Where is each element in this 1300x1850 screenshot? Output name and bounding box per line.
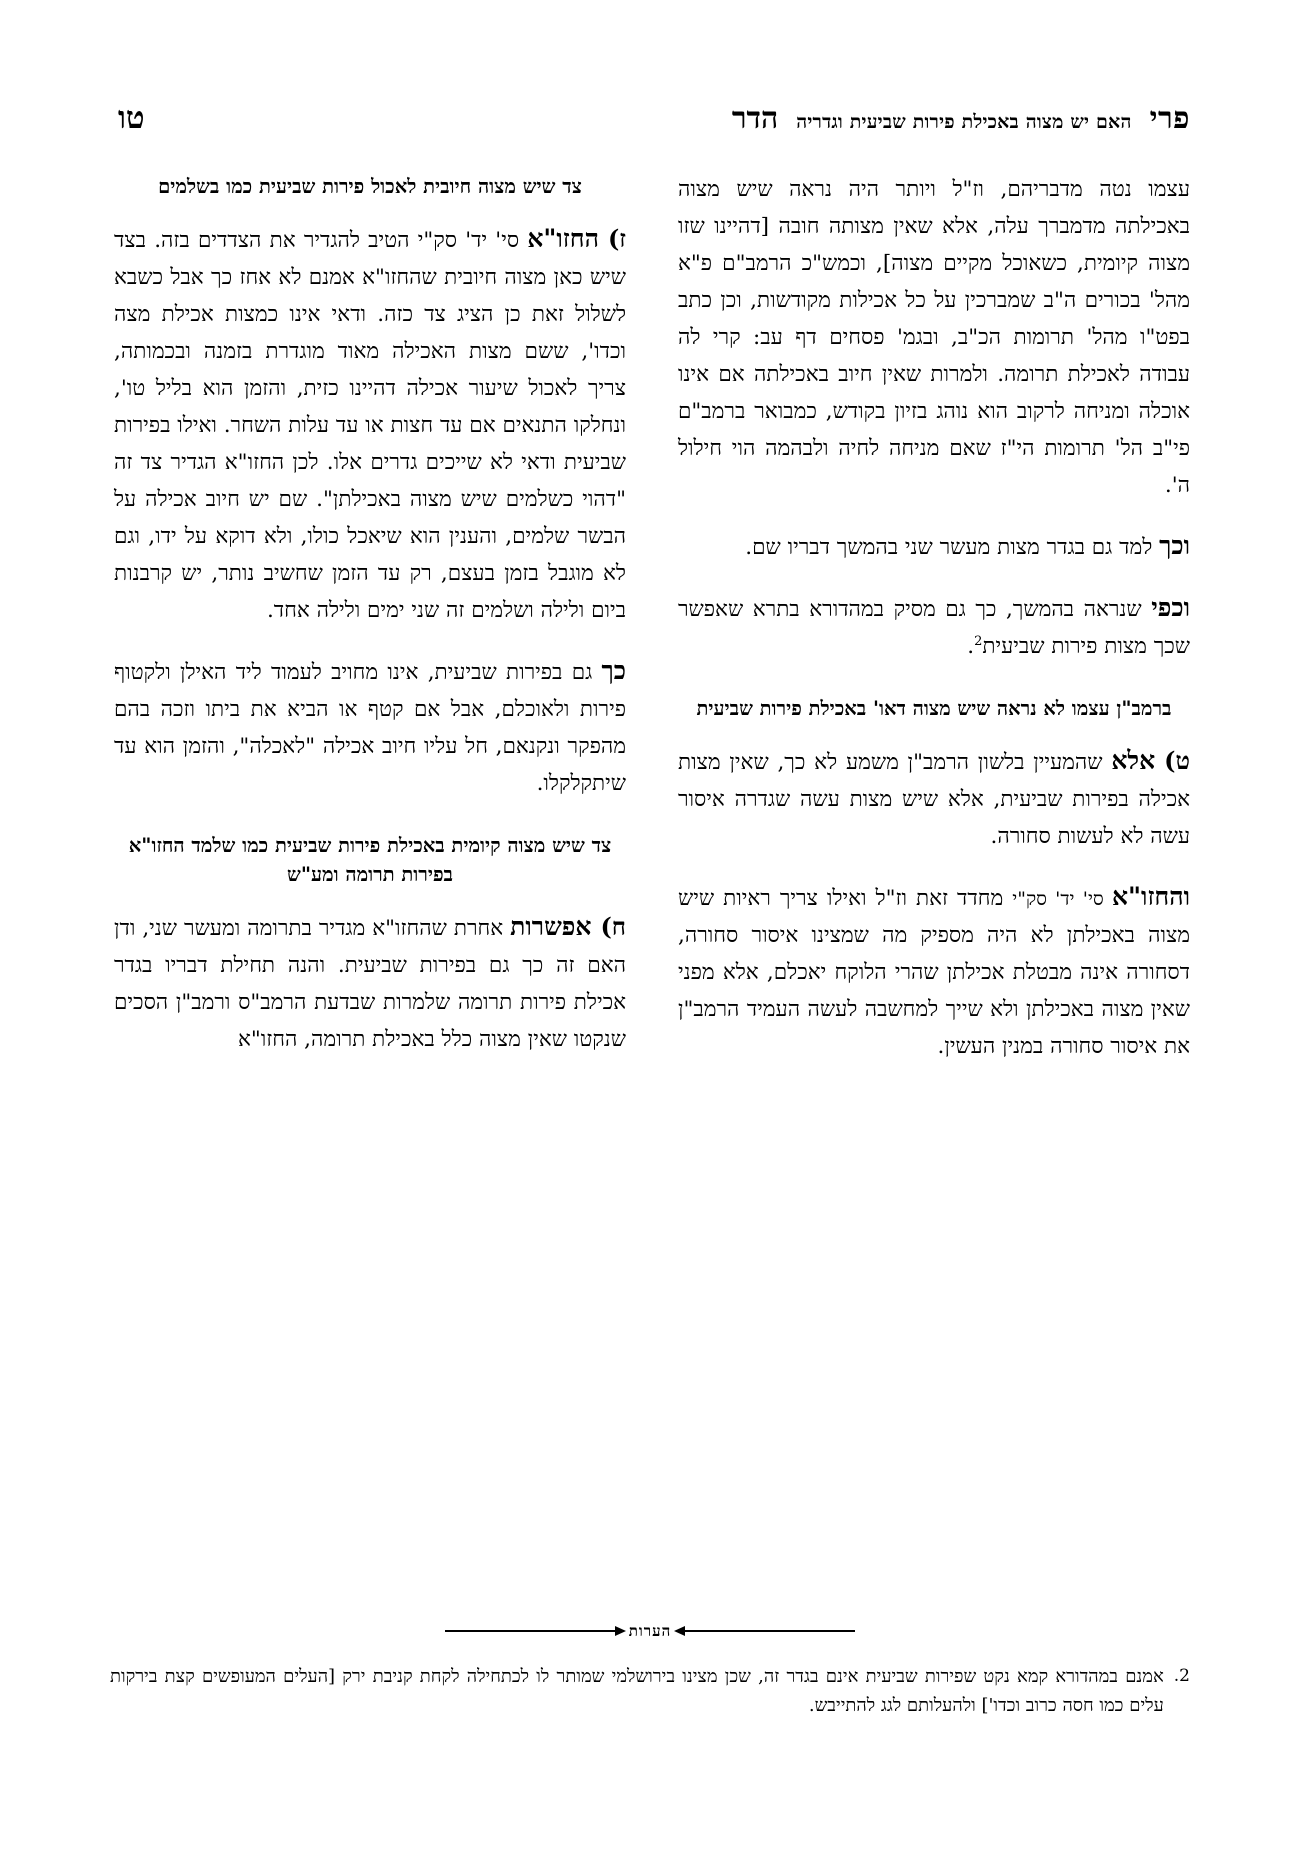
- running-head: [110, 100, 1190, 148]
- paragraph-kach-text: גם בפירות שביעית, אינו מחויב לעמוד ליד האילן ולקטוף פירות ולאוכלם, אבל אם קטף או הביא את ביתו וזכה בהם מהפקר ונקנאם, חל עליו חיוב אכילה "לאכלה", והזמן הוא עד שיתקלקלו.: [114, 659, 626, 796]
- paragraph-7: [114, 217, 626, 630]
- paragraph-uchfi-text: שנראה בהמשך, כך גם מסיק במהדורא בתרא שאפשר שכך מצות פירות שביעית: [678, 596, 1190, 659]
- paragraph-8: [114, 905, 626, 1059]
- footnotes-area: [110, 1662, 1190, 1726]
- section-heading-ramban: ברמב"ן עצמו לא נראה שיש מצוה דאו' באכילת פירות שביעית: [696, 696, 1172, 720]
- running-head-subject: האם יש מצוה באכילת פירות שביעית וגדריה: [796, 111, 1132, 133]
- paragraph-9-text: שהמעיין בלשון הרמב"ן משמע לא כך, שאין מצות אכילה בפירות שביעית, אלא שיש מצות עשה שגדרה איסור עשה לא לעשות סחורה.: [678, 749, 1190, 849]
- paragraph-9: [678, 739, 1190, 856]
- paragraph-uchfi-lead: וכפי: [1151, 592, 1190, 622]
- column-right: [114, 172, 626, 1312]
- paragraph-kach-lead: כך: [601, 655, 626, 685]
- footnote-separator-label: הערות: [628, 1621, 672, 1640]
- page-number: טו: [118, 100, 145, 136]
- paragraph-vchach: [678, 524, 1190, 567]
- paragraph-7-text: סי' יד' סק"י הטיב להגדיר את הצדדים בזה. בצד שיש כאן מצוה חיובית שהחזו"א אמנם לא אחז כך אבל כשבא לשלול זאת כן הציג צד כזה. ודאי אינו כמצות אכילת מצה וכדו', ששם מצות האכילה מאוד מוגדרת בזמנה ובכמותה, צריך לאכול שיעור אכילה דהיינו כזית, והזמן הוא בליל טו', ונחלקו התנאים אם עד חצות או עד עלות השחר. ואילו בפירות שביעית ודאי לא שייכים גדרים אלו. לכן החזו"א הגדיר צד זה "דהוי כשלמים שיש מצוה באכילתן". שם יש חיוב אכילה על הבשר שלמים, והענין הוא שיאכל כולו, ולא דוקא על ידו, וגם לא מוגבל בזמן בעצם, רק עד הזמן שחשיב נותר, יש קרבנות ביום ולילה ושלמים זה שני ימים ולילה אחד.: [114, 228, 626, 623]
- book-title-left: הדר: [731, 101, 779, 136]
- separator-bar-right: [445, 1630, 615, 1632]
- footnote-text: אמנם במהדורא קמא נקט שפירות שביעית אינם בגדר זה, שכן מצינו בירושלמי שמותר לו לכתחילה לקחת קניבת ירק [העלים המעופשים קצת בירקות עלים כמו חסה כרוב וכדו'] ולהעלותם לגג להתייבש.: [110, 1666, 1164, 1717]
- paragraph-vhachazon: [678, 875, 1190, 1066]
- paragraph-vhachazon-text: מחדד זאת וז"ל ואילו צריך ראיות שיש מצוה באכילתן לא היה מספיק מה שמצינו איסור סחורה, דסחורה אינה מבטלת אכילתן שהרי הלוקח יאכלם, אלא מפני שאין מצוה באכילתן ולא שייך למחשבה לעשה העמיד הרמב"ן את איסור סחורה במנין העשין.: [678, 885, 1190, 1059]
- column-left: [678, 172, 1190, 1312]
- running-head-folio-group: [110, 100, 145, 136]
- separator-bar-left: [685, 1630, 855, 1632]
- section-heading-kiyumit: צד שיש מצוה קיומית באכילת פירות שביעית כמו שלמד החזו"א בפירות תרומה ומע"ש: [128, 833, 612, 887]
- paragraph-uchfi: [678, 586, 1190, 666]
- paragraph-continuation-text: עצמו נטה מדבריהם, וז"ל ויותר היה נראה שיש מצוה באכילתה מדמברך עלה, אלא שאין מצותה חובה [דהיינו שזו מצוה קיומית, כשאוכל מקיים מצוה], וכמש"כ הרמב"ם פ"א מהל' בכורים ה"ב שמברכין על כל אכילות מקודשות, וכן כתב בפט"ו מהל' תרומות הכ"ב, ובגמ' פסחים דף עב: קרי לה עבודה לאכילת תרומה. ולמרות שאין חיוב באכילתה אם אינו אוכלה ומניחה לרקוב הוא נוהג בזיון בקודש, כמבואר ברמב"ם פי"ב הל' תרומות הי"ז שאם מניחה לחיה ולבהמה הוי חילול ה'.: [678, 177, 1190, 498]
- running-head-right-group: [732, 101, 1190, 136]
- paragraph-vchach-lead: וכך: [1159, 530, 1190, 560]
- paragraph-vchach-text: למד גם בגדר מצות מעשר שני בהמשך דבריו שם.: [745, 534, 1160, 560]
- paragraph-9-number: ט): [1164, 745, 1190, 775]
- paragraph-8-text: אחרת שהחזו"א מגדיר בתרומה ומעשר שני, ודן האם זה כך גם בפירות שביעית. והנה תחילת דבריו בגדר אכילת פירות תרומה שלמרות שבדעת הרמב"ס ורמב"ן הסכים שנקטו שאין מצוה כלל באכילת תרומה, החזו"א: [114, 916, 626, 1053]
- footnote-separator: [110, 1618, 1190, 1644]
- paragraph-8-lead: אפשרות: [510, 912, 592, 942]
- section-heading-chiyuvit: צד שיש מצוה חיובית לאכול פירות שביעית כמו בשלמים: [158, 175, 582, 198]
- paragraph-vhachazon-lead: והחזו"א: [1111, 881, 1190, 911]
- footnote-item: [110, 1662, 1190, 1720]
- book-title-right: פרי: [1149, 101, 1190, 136]
- paragraph-9-lead: אלא: [1111, 745, 1156, 775]
- paragraph-7-number: ז): [607, 224, 626, 254]
- paragraph-8-number: ח): [600, 912, 626, 942]
- paragraph-continuation: [678, 172, 1190, 505]
- paragraph-uchfi-tail: .: [967, 633, 975, 659]
- body-columns: [110, 172, 1190, 1312]
- footnote-marker-2[interactable]: 2: [974, 633, 983, 649]
- paragraph-7-lead: החזו"א: [527, 224, 599, 254]
- footnote-number: 2.: [1173, 1666, 1190, 1686]
- paragraph-kach: [114, 649, 626, 803]
- paragraph-vhachazon-reference: סי' יד' סק"י: [1012, 887, 1112, 910]
